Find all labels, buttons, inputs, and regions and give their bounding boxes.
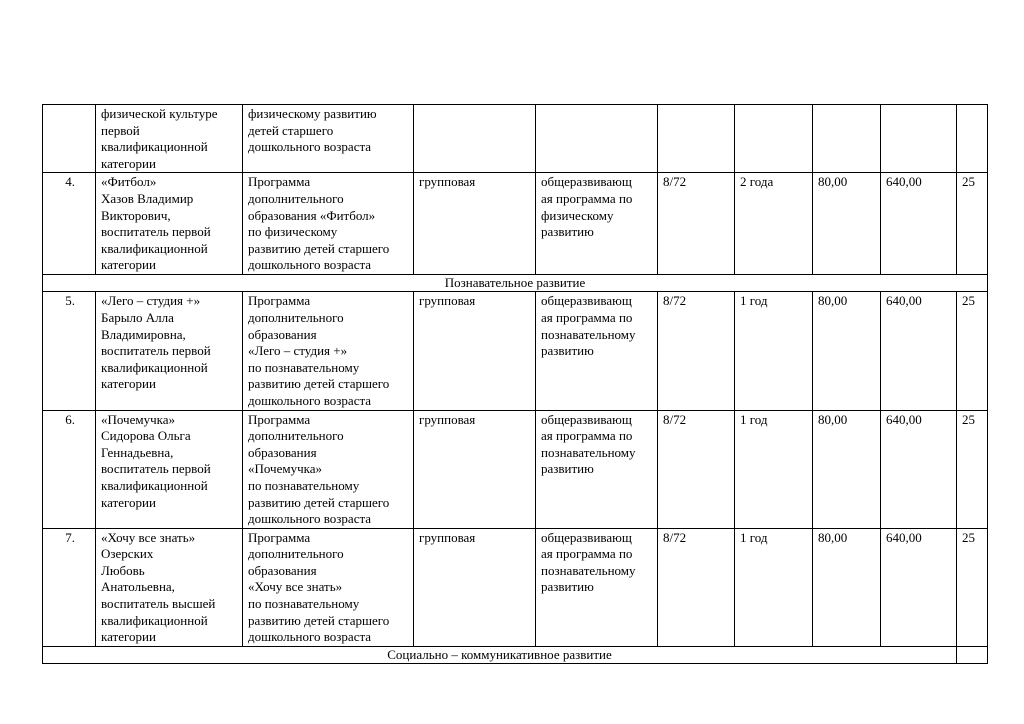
cell-monthly: 640,00 xyxy=(881,410,957,528)
cell-type: общеразвивающ ая программа по познавательному развитию xyxy=(536,292,658,410)
cell-num: 5. xyxy=(43,292,96,410)
cell-form: групповая xyxy=(414,410,536,528)
cell-hours: 8/72 xyxy=(658,292,735,410)
table-row xyxy=(43,410,988,528)
cell-program: Программа дополнительного образования «Фитбол» по физическому развитию детей старшего дошкольного возраста xyxy=(243,173,414,275)
cell-program: Программа дополнительного образования «Лего – студия +» по познавательному развитию детей старшего дошкольного возраста xyxy=(243,292,414,410)
cell-price: 80,00 xyxy=(813,528,881,646)
section-row xyxy=(43,646,988,663)
table-row xyxy=(43,173,988,275)
cell-program: физическому развитию детей старшего дошкольного возраста xyxy=(243,105,414,173)
cell-monthly: 640,00 xyxy=(881,528,957,646)
cell-hours xyxy=(658,105,735,173)
cell-count: 25 xyxy=(957,528,988,646)
table-row xyxy=(43,292,988,410)
cell-count xyxy=(957,105,988,173)
cell-program: Программа дополнительного образования «Почемучка» по познавательному развитию детей старшего дошкольного возраста xyxy=(243,410,414,528)
cell-count: 25 xyxy=(957,292,988,410)
cell-type xyxy=(536,105,658,173)
cell-type: общеразвивающ ая программа по познавательному развитию xyxy=(536,528,658,646)
cell-form xyxy=(414,105,536,173)
cell-monthly: 640,00 xyxy=(881,173,957,275)
cell-form: групповая xyxy=(414,173,536,275)
cell-name: «Почемучка» Сидорова Ольга Геннадьевна, воспитатель первой квалификационной категории xyxy=(96,410,243,528)
cell-monthly: 640,00 xyxy=(881,292,957,410)
section-title: Познавательное развитие xyxy=(43,275,988,292)
cell-duration: 1 год xyxy=(735,292,813,410)
cell-name: «Лего – студия +» Барыло Алла Владимировна, воспитатель первой квалификационной категории xyxy=(96,292,243,410)
cell-duration xyxy=(735,105,813,173)
table-row xyxy=(43,528,988,646)
cell-price: 80,00 xyxy=(813,173,881,275)
cell-type: общеразвивающ ая программа по познавательному развитию xyxy=(536,410,658,528)
cell-hours: 8/72 xyxy=(658,410,735,528)
cell-form: групповая xyxy=(414,528,536,646)
cell-price: 80,00 xyxy=(813,292,881,410)
cell-hours: 8/72 xyxy=(658,528,735,646)
section-row xyxy=(43,275,988,292)
cell-num: 4. xyxy=(43,173,96,275)
cell-count xyxy=(957,646,988,663)
cell-num: 6. xyxy=(43,410,96,528)
cell-num xyxy=(43,105,96,173)
cell-form: групповая xyxy=(414,292,536,410)
cell-name: «Хочу все знать» Озерских Любовь Анатольевна, воспитатель высшей квалификационной категории xyxy=(96,528,243,646)
table-row xyxy=(43,105,988,173)
cell-name: физической культуре первой квалификационной категории xyxy=(96,105,243,173)
cell-price: 80,00 xyxy=(813,410,881,528)
cell-price xyxy=(813,105,881,173)
cell-monthly xyxy=(881,105,957,173)
cell-duration: 2 года xyxy=(735,173,813,275)
cell-name: «Фитбол» Хазов Владимир Викторович, воспитатель первой квалификационной категории xyxy=(96,173,243,275)
cell-hours: 8/72 xyxy=(658,173,735,275)
services-table xyxy=(42,104,988,664)
cell-type: общеразвивающ ая программа по физическому развитию xyxy=(536,173,658,275)
cell-duration: 1 год xyxy=(735,410,813,528)
cell-duration: 1 год xyxy=(735,528,813,646)
cell-num: 7. xyxy=(43,528,96,646)
cell-program: Программа дополнительного образования «Хочу все знать» по познавательному развитию детей старшего дошкольного возраста xyxy=(243,528,414,646)
cell-count: 25 xyxy=(957,410,988,528)
section-title: Социально – коммуникативное развитие xyxy=(43,646,957,663)
cell-count: 25 xyxy=(957,173,988,275)
